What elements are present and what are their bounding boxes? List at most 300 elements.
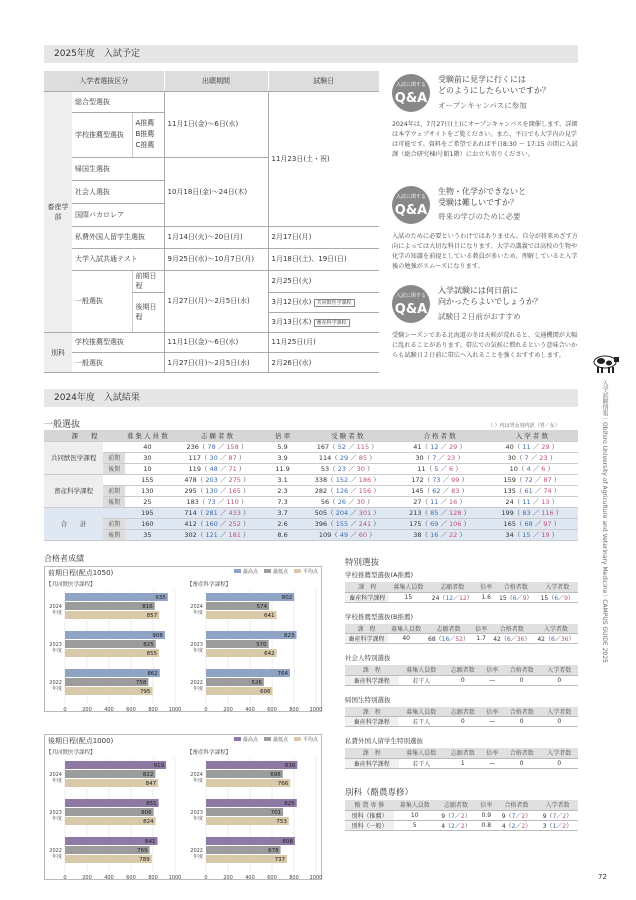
row-label: 私費外国人留学生選抜 xyxy=(72,226,164,248)
male-count: 1 xyxy=(552,822,557,830)
boshu: 160 xyxy=(125,518,170,529)
bairitsu: 1.7 xyxy=(473,634,490,644)
x-tick-label: 0 xyxy=(204,707,208,713)
col-header: 募集人員数 xyxy=(399,665,445,675)
tokubetsu-title: 特別選抜 xyxy=(345,558,380,568)
dept-label: 畜産学部 xyxy=(44,91,72,333)
table-row xyxy=(44,474,578,485)
x-tick-label: 1000 xyxy=(168,707,182,713)
course: 畜産科学課程 xyxy=(345,592,389,602)
table-row xyxy=(345,592,578,602)
bar-value-label: 764 xyxy=(277,671,289,677)
bar-value-label: 701 xyxy=(270,810,282,816)
qa-badge: 入試に関する Q&A xyxy=(392,74,430,112)
bairitsu: 8.6 xyxy=(264,529,301,540)
row-label: 帰国生選抜 xyxy=(72,157,164,180)
x-tick-label: 400 xyxy=(104,875,114,881)
y-category-label: 2023 xyxy=(49,642,62,648)
x-tick-label: 600 xyxy=(267,707,277,713)
col-header: 入学者数 xyxy=(537,800,578,810)
col-header: 志願者数 xyxy=(427,582,477,592)
x-tick-label: 200 xyxy=(223,875,233,881)
tokubetsu-subtitle: 社会人特別選抜 xyxy=(345,654,391,662)
y-nendo-label: 年度 xyxy=(51,854,62,860)
qa-block-1 xyxy=(392,74,578,184)
bar-value-label: 570 xyxy=(256,642,267,648)
bar-value-label: 678 xyxy=(268,848,279,854)
female-count: 2 xyxy=(562,812,567,820)
female-count: 23 xyxy=(539,454,548,462)
legend-swatch xyxy=(264,569,271,573)
boshu: 130 xyxy=(125,485,170,496)
course: 別科（一般） xyxy=(345,820,394,830)
female-count: 97 xyxy=(543,520,552,528)
bar-value-label: 789 xyxy=(139,857,150,863)
qa-body: 2024年は、7月27日(土)にオープンキャンパスを開催します。詳細は本学ウェブサイトをご覧ください。また、平日でも大学内の見学は可能です。資料をご希望であれば平日8:30 〜 17:15 の間に入試課（総合研究棟Ⅰ号館1階）にお立ち寄りください。 xyxy=(392,121,578,158)
bar-value-label: 606 xyxy=(260,689,271,695)
col-header: 入学者数 xyxy=(540,665,578,675)
shigan: 24（12／12） xyxy=(427,592,477,602)
bairitsu: 3.1 xyxy=(264,474,301,485)
female-count: 52 xyxy=(455,636,463,643)
bar-value-label: 841 xyxy=(145,839,156,845)
side-caption: 入学試験情報｜Obihiro University of Agriculture and Veterinary Medicine｜CAMPUS GUIDE 2025 xyxy=(601,380,608,663)
col-header: 課 程 xyxy=(345,582,389,592)
gokaku: 145（ 62 ／ 83 ） xyxy=(393,485,485,496)
female-count: 110 xyxy=(226,498,239,506)
gokaku: 0 xyxy=(503,717,540,727)
col-header: 受 験 者 数 xyxy=(301,430,393,441)
col-header: 課 程 xyxy=(44,430,125,441)
schedule-2025-table xyxy=(44,71,379,373)
section-2025-title: 2025年度 入試予定 xyxy=(54,49,140,59)
kubun: 前期 xyxy=(103,518,125,529)
female-count: 115 xyxy=(356,443,370,451)
tokubetsu-subtitle: 学校推薦型選抜(B推薦) xyxy=(345,612,414,621)
col-header: 酪 農 専 修 xyxy=(345,800,394,810)
row-label: 国際バカロレア xyxy=(72,203,164,226)
bairitsu: 3.9 xyxy=(264,452,301,463)
male-count: 11 xyxy=(522,443,531,451)
bar-value-label: 824 xyxy=(143,819,154,825)
female-count: 16 xyxy=(449,498,458,506)
female-count: 252 xyxy=(228,520,241,528)
male-count: 5 xyxy=(434,465,439,473)
boshu: 40 xyxy=(388,634,424,644)
female-count: 29 xyxy=(449,443,458,451)
male-count: 7 xyxy=(524,454,529,462)
female-count: 12 xyxy=(459,594,467,602)
page-number: 72 xyxy=(598,873,607,881)
period: 11月1日(金)〜6日(水) xyxy=(164,91,268,157)
male-count: 2 xyxy=(511,822,516,830)
x-tick-label: 0 xyxy=(63,707,67,713)
course: 畜産科学課程 xyxy=(345,717,399,727)
suisen-b: B推薦 xyxy=(135,130,155,138)
bar-value-label: 526 xyxy=(251,680,262,686)
period: 11月1日(金)〜6日(水) xyxy=(164,333,268,353)
y-nendo-label: 年度 xyxy=(192,778,203,784)
gokaku: 0 xyxy=(503,675,540,685)
male-count: 6 xyxy=(554,594,559,602)
nyugaku: 0 xyxy=(540,758,578,768)
bar xyxy=(65,669,160,677)
female-count: 19 xyxy=(541,531,550,539)
female-count: 36 xyxy=(516,636,525,643)
table-row xyxy=(44,485,578,496)
x-tick-label: 600 xyxy=(126,707,136,713)
col-header: 合格者数 xyxy=(503,665,540,675)
male-count: 72 xyxy=(524,476,533,484)
shigan: 183（ 73 ／ 110 ） xyxy=(170,496,264,507)
exam-date: 3月12日(水) xyxy=(271,298,312,306)
col-header: 志願者数 xyxy=(435,800,476,810)
exam-date: 3月13日(木) xyxy=(271,318,312,326)
koki-label: 後期日程 xyxy=(132,292,164,332)
male-count: 69 xyxy=(430,520,439,528)
bairitsu: 3.7 xyxy=(264,507,301,518)
bairitsu: — xyxy=(482,717,503,727)
juken: 167（ 52 ／ 115 ） xyxy=(301,441,393,452)
y-category-label: 2023 xyxy=(190,810,203,816)
nyugaku: 135（ 61 ／ 74 ） xyxy=(486,485,578,496)
female-count: 433 xyxy=(228,509,241,517)
female-count: 87 xyxy=(228,454,237,462)
male-count: 12 xyxy=(430,443,439,451)
male-count: 6 xyxy=(506,636,511,643)
x-tick-label: 400 xyxy=(104,707,114,713)
male-count: 203 xyxy=(205,476,218,484)
male-count: 49 xyxy=(339,531,349,539)
boshu: 10 xyxy=(125,463,170,474)
boshu: 35 xyxy=(125,529,170,540)
shigan: 714（ 281 ／ 433 ） xyxy=(170,507,264,518)
female-count: 85 xyxy=(358,454,368,462)
bekka-label: 別科 xyxy=(44,333,72,373)
bar-value-label: 642 xyxy=(264,651,275,657)
table-row xyxy=(345,758,578,768)
bar-value-label: 855 xyxy=(146,651,158,657)
shigan: 412（ 160 ／ 252 ） xyxy=(170,518,264,529)
male-count: 12 xyxy=(445,594,454,602)
legend-swatch xyxy=(294,569,301,573)
y-category-label: 2022 xyxy=(49,848,62,854)
tokubetsu-subtitle: 私費外国人留学生特別選抜 xyxy=(345,737,423,745)
juken: 56（ 26 ／ 30 ） xyxy=(301,496,393,507)
ippan-title: 一般選抜 xyxy=(44,420,81,430)
y-nendo-label: 年度 xyxy=(192,610,203,616)
course: 畜産科学課程 xyxy=(345,634,388,644)
female-count: 2 xyxy=(460,812,465,820)
period: 1月14日(火)〜20日(月) xyxy=(164,226,268,248)
qa-subtitle: 試験日２日前がおすすめ xyxy=(438,312,521,321)
col-header: 試験日 xyxy=(268,71,379,91)
female-count: 30 xyxy=(356,498,365,506)
panel-label: 【共同獣医学課程】 xyxy=(46,750,96,756)
tokubetsu-table xyxy=(345,624,578,645)
bar xyxy=(65,593,168,601)
male-count: 23 xyxy=(337,465,347,473)
male-count: 152 xyxy=(335,476,349,484)
shigan: 302（ 121 ／ 181 ） xyxy=(170,529,264,540)
x-tick-label: 0 xyxy=(63,875,67,881)
nyugaku: 40（ 11 ／ 29 ） xyxy=(486,441,578,452)
bar-value-label: 825 xyxy=(143,642,154,648)
y-nendo-label: 年度 xyxy=(192,648,203,654)
course: 畜産科学課程 xyxy=(345,675,399,685)
col-header: 倍率 xyxy=(482,748,503,758)
col-header: 合格者数 xyxy=(503,748,540,758)
juken: 282（ 126 ／ 156 ） xyxy=(301,485,393,496)
female-count: 13 xyxy=(541,498,550,506)
male-count: 4 xyxy=(526,465,531,473)
bar-value-label: 857 xyxy=(146,613,158,619)
col-header: 合格者数 xyxy=(503,707,540,717)
col-header: 合 格 者 数 xyxy=(393,430,485,441)
shigan: 1 xyxy=(444,758,481,768)
col-header: 課 程 xyxy=(345,665,399,675)
gokaku: 0 xyxy=(503,758,540,768)
col-header: 入学者数 xyxy=(540,707,578,717)
ippan-note: （ ）内は男女別内訳（男／女） xyxy=(488,423,560,429)
gokaku: 30（ 7 ／ 23 ） xyxy=(393,452,485,463)
col-header: 倍率 xyxy=(477,582,495,592)
male-count: 85 xyxy=(430,509,439,517)
bairitsu: 0.8 xyxy=(476,820,496,830)
female-count: 2 xyxy=(460,822,465,830)
gokaku: 11（ 5 ／ 6 ） xyxy=(393,463,485,474)
female-count: 156 xyxy=(358,487,372,495)
bar xyxy=(65,817,156,825)
nyugaku: 24（ 11 ／ 13 ） xyxy=(486,496,578,507)
boshu: 25 xyxy=(125,496,170,507)
course-name: 共同獣医学課程 xyxy=(44,441,103,474)
col-header: 入学者数 xyxy=(540,748,578,758)
bar xyxy=(65,837,158,845)
bairitsu: 0.9 xyxy=(476,810,496,820)
y-nendo-label: 年度 xyxy=(51,778,62,784)
nyugaku: 34（ 15 ／ 19 ） xyxy=(486,529,578,540)
period: 1月27日(月)〜2月5日(水) xyxy=(164,270,268,332)
col-header: 合格者数 xyxy=(490,624,534,634)
score-title: 合格者成績 xyxy=(44,554,84,563)
qa-block-3 xyxy=(392,285,578,380)
col-header: 合格者数 xyxy=(495,582,536,592)
y-nendo-label: 年度 xyxy=(192,686,203,692)
y-nendo-label: 年度 xyxy=(51,648,62,654)
female-count: 83 xyxy=(451,487,460,495)
x-tick-label: 600 xyxy=(267,875,277,881)
col-header: 倍率 xyxy=(476,800,496,810)
front-title: 前期日程(配点1050) xyxy=(48,569,114,577)
bar-value-label: 802 xyxy=(281,595,293,601)
kubun: 前期 xyxy=(103,452,125,463)
back-title: 後期日程(配点1000) xyxy=(48,737,114,745)
female-count: 186 xyxy=(358,476,372,484)
qa-badge: 入試に関する Q&A xyxy=(392,285,430,323)
tag-chiku: 畜産科学課程 xyxy=(314,319,350,327)
kubun: 後期 xyxy=(103,496,125,507)
table-row xyxy=(44,441,578,452)
shigan: 0 xyxy=(444,717,481,727)
legend-label: 平均点 xyxy=(303,737,319,743)
tokubetsu-table xyxy=(345,582,578,603)
y-category-label: 2022 xyxy=(190,848,203,854)
qa-body: 入試のために必要というわけではありません。自分が将来めざす方向によっては大切な科目になります。大学の講義では高校の生物や化学の知識を前提としている教員が多いため、理解していると入学後の勉強がスムーズになります。 xyxy=(392,233,578,270)
bar-value-label: 769 xyxy=(137,848,148,854)
male-count: 155 xyxy=(335,520,349,528)
x-tick-label: 200 xyxy=(82,875,92,881)
period: 1月27日(月)〜2月5日(水) xyxy=(164,353,268,373)
female-count: 165 xyxy=(228,487,241,495)
qa-question: 入学試験には何日前に 向かったらよいでしょうか？ xyxy=(438,286,542,306)
bar-value-label: 758 xyxy=(135,680,147,686)
x-tick-label: 1000 xyxy=(168,875,182,881)
male-count: 130 xyxy=(205,487,218,495)
course-name: 合 計 xyxy=(44,507,103,540)
female-count: 116 xyxy=(541,509,554,517)
male-count: 73 xyxy=(432,476,441,484)
female-count: 6 xyxy=(449,465,454,473)
col-header: 課 程 xyxy=(345,748,399,758)
shigan: 236（ 78 ／ 158 ） xyxy=(170,441,264,452)
female-count: 128 xyxy=(449,509,462,517)
col-header: 課 程 xyxy=(345,707,399,717)
female-count: 99 xyxy=(451,476,460,484)
col-header: 募集人員数 xyxy=(399,707,445,717)
tokubetsu-table xyxy=(345,748,578,769)
shigan: 0 xyxy=(444,675,481,685)
x-tick-label: 800 xyxy=(289,875,299,881)
qa-question: 生物・化学ができないと 受験は難しいですか？ xyxy=(438,187,526,207)
cow-illustration xyxy=(591,352,621,374)
juken: 114（ 29 ／ 85 ） xyxy=(301,452,393,463)
row-label: 一般選抜 xyxy=(72,353,164,373)
boshu: 195 xyxy=(125,507,170,518)
female-count: 29 xyxy=(541,443,550,451)
male-count: 61 xyxy=(524,487,533,495)
female-count: 74 xyxy=(543,487,552,495)
tokubetsu-table xyxy=(345,707,578,728)
col-header: 出願期間 xyxy=(164,71,268,91)
qa-subtitle: オープンキャンパスに参加 xyxy=(438,101,527,110)
boshu: 若干人 xyxy=(399,758,445,768)
row-label: 一般選抜 xyxy=(72,270,132,332)
course: 別科（推薦） xyxy=(345,810,394,820)
legend-swatch xyxy=(264,737,271,741)
table-row xyxy=(44,452,578,463)
male-count: 29 xyxy=(339,454,349,462)
col-header: 志願者数 xyxy=(424,624,472,634)
y-nendo-label: 年度 xyxy=(192,854,203,860)
col-header: 倍 率 xyxy=(264,430,301,441)
x-tick-label: 200 xyxy=(223,707,233,713)
col-header: 募集人員数 xyxy=(394,800,436,810)
suisen-a: A推薦 xyxy=(135,119,155,127)
male-count: 7 xyxy=(432,454,437,462)
male-count: 160 xyxy=(205,520,218,528)
score-charts xyxy=(44,566,324,886)
x-tick-label: 400 xyxy=(245,707,255,713)
row-label: 学校推薦型選抜 xyxy=(72,112,132,157)
gokaku: 4（2／2） xyxy=(496,820,537,830)
bar xyxy=(206,761,297,769)
col-header: 志願者数 xyxy=(444,665,481,675)
qa-block-2 xyxy=(392,186,578,286)
col-header: 志願者数 xyxy=(444,707,481,717)
shigan: 295（ 130 ／ 165 ） xyxy=(170,485,264,496)
male-count: 7 xyxy=(511,812,516,820)
male-count: 30 xyxy=(209,454,218,462)
female-count: 181 xyxy=(228,531,241,539)
x-tick-label: 800 xyxy=(289,707,299,713)
y-category-label: 2022 xyxy=(190,680,203,686)
gokaku: 172（ 73 ／ 99 ） xyxy=(393,474,485,485)
bar-value-label: 808 xyxy=(282,839,293,845)
ippan-results-table xyxy=(44,430,578,541)
bar-value-label: 935 xyxy=(155,595,166,601)
y-nendo-label: 年度 xyxy=(51,610,62,616)
gokaku: 15（6／9） xyxy=(495,592,536,602)
kubun xyxy=(103,474,125,485)
panel-label: 【畜産科学課程】 xyxy=(187,582,232,588)
gokaku: 38（ 16 ／ 22 ） xyxy=(393,529,485,540)
kubun xyxy=(103,507,125,518)
male-count: 7 xyxy=(451,812,455,820)
female-count: 2 xyxy=(521,812,526,820)
y-nendo-label: 年度 xyxy=(192,816,203,822)
female-count: 2 xyxy=(562,822,567,830)
nyugaku: 159（ 72 ／ 87 ） xyxy=(486,474,578,485)
male-count: 48 xyxy=(209,465,218,473)
col-header: 倍率 xyxy=(482,707,503,717)
y-category-label: 2023 xyxy=(190,642,203,648)
col-header: 入学者数 xyxy=(536,582,578,592)
bar-value-label: 795 xyxy=(139,689,151,695)
bar-value-label: 825 xyxy=(284,801,295,807)
female-count: 9 xyxy=(564,594,568,602)
col-header: 入学者選抜区分 xyxy=(44,71,164,91)
boshu: 40 xyxy=(125,441,170,452)
nyugaku: 9（7／2） xyxy=(537,810,578,820)
shigan: 117（ 30 ／ 87 ） xyxy=(170,452,264,463)
bar-value-label: 737 xyxy=(274,857,286,863)
kubun: 後期 xyxy=(103,463,125,474)
bairitsu: 5.9 xyxy=(264,441,301,452)
bar-value-label: 908 xyxy=(152,633,163,639)
gokaku: 175（ 69 ／ 106 ） xyxy=(393,518,485,529)
male-count: 7 xyxy=(552,812,557,820)
bairitsu: 2.6 xyxy=(264,518,301,529)
gokaku: 41（ 12 ／ 29 ） xyxy=(393,441,485,452)
bar-value-label: 919 xyxy=(153,763,165,769)
bar-value-label: 823 xyxy=(284,633,295,639)
male-count: 26 xyxy=(337,498,347,506)
female-count: 87 xyxy=(543,476,552,484)
period: 10月18日(金)〜24日(木) xyxy=(164,157,268,226)
row-label: 社会人選抜 xyxy=(72,180,164,203)
qa-question: 受験前に見学に行くには どのようにしたらいいですか？ xyxy=(438,75,550,95)
female-count: 23 xyxy=(446,454,456,462)
exam-date: 2月17日(月) xyxy=(268,226,379,248)
male-count: 204 xyxy=(335,509,349,517)
shigan: 119（ 48 ／ 71 ） xyxy=(170,463,264,474)
row-label: 大学入試共通テスト xyxy=(72,248,164,270)
panel-label: 【共同獣医学課程】 xyxy=(46,582,96,588)
nyugaku: 0 xyxy=(540,675,578,685)
boshu: 10 xyxy=(394,810,436,820)
col-header: 合格者数 xyxy=(496,800,537,810)
